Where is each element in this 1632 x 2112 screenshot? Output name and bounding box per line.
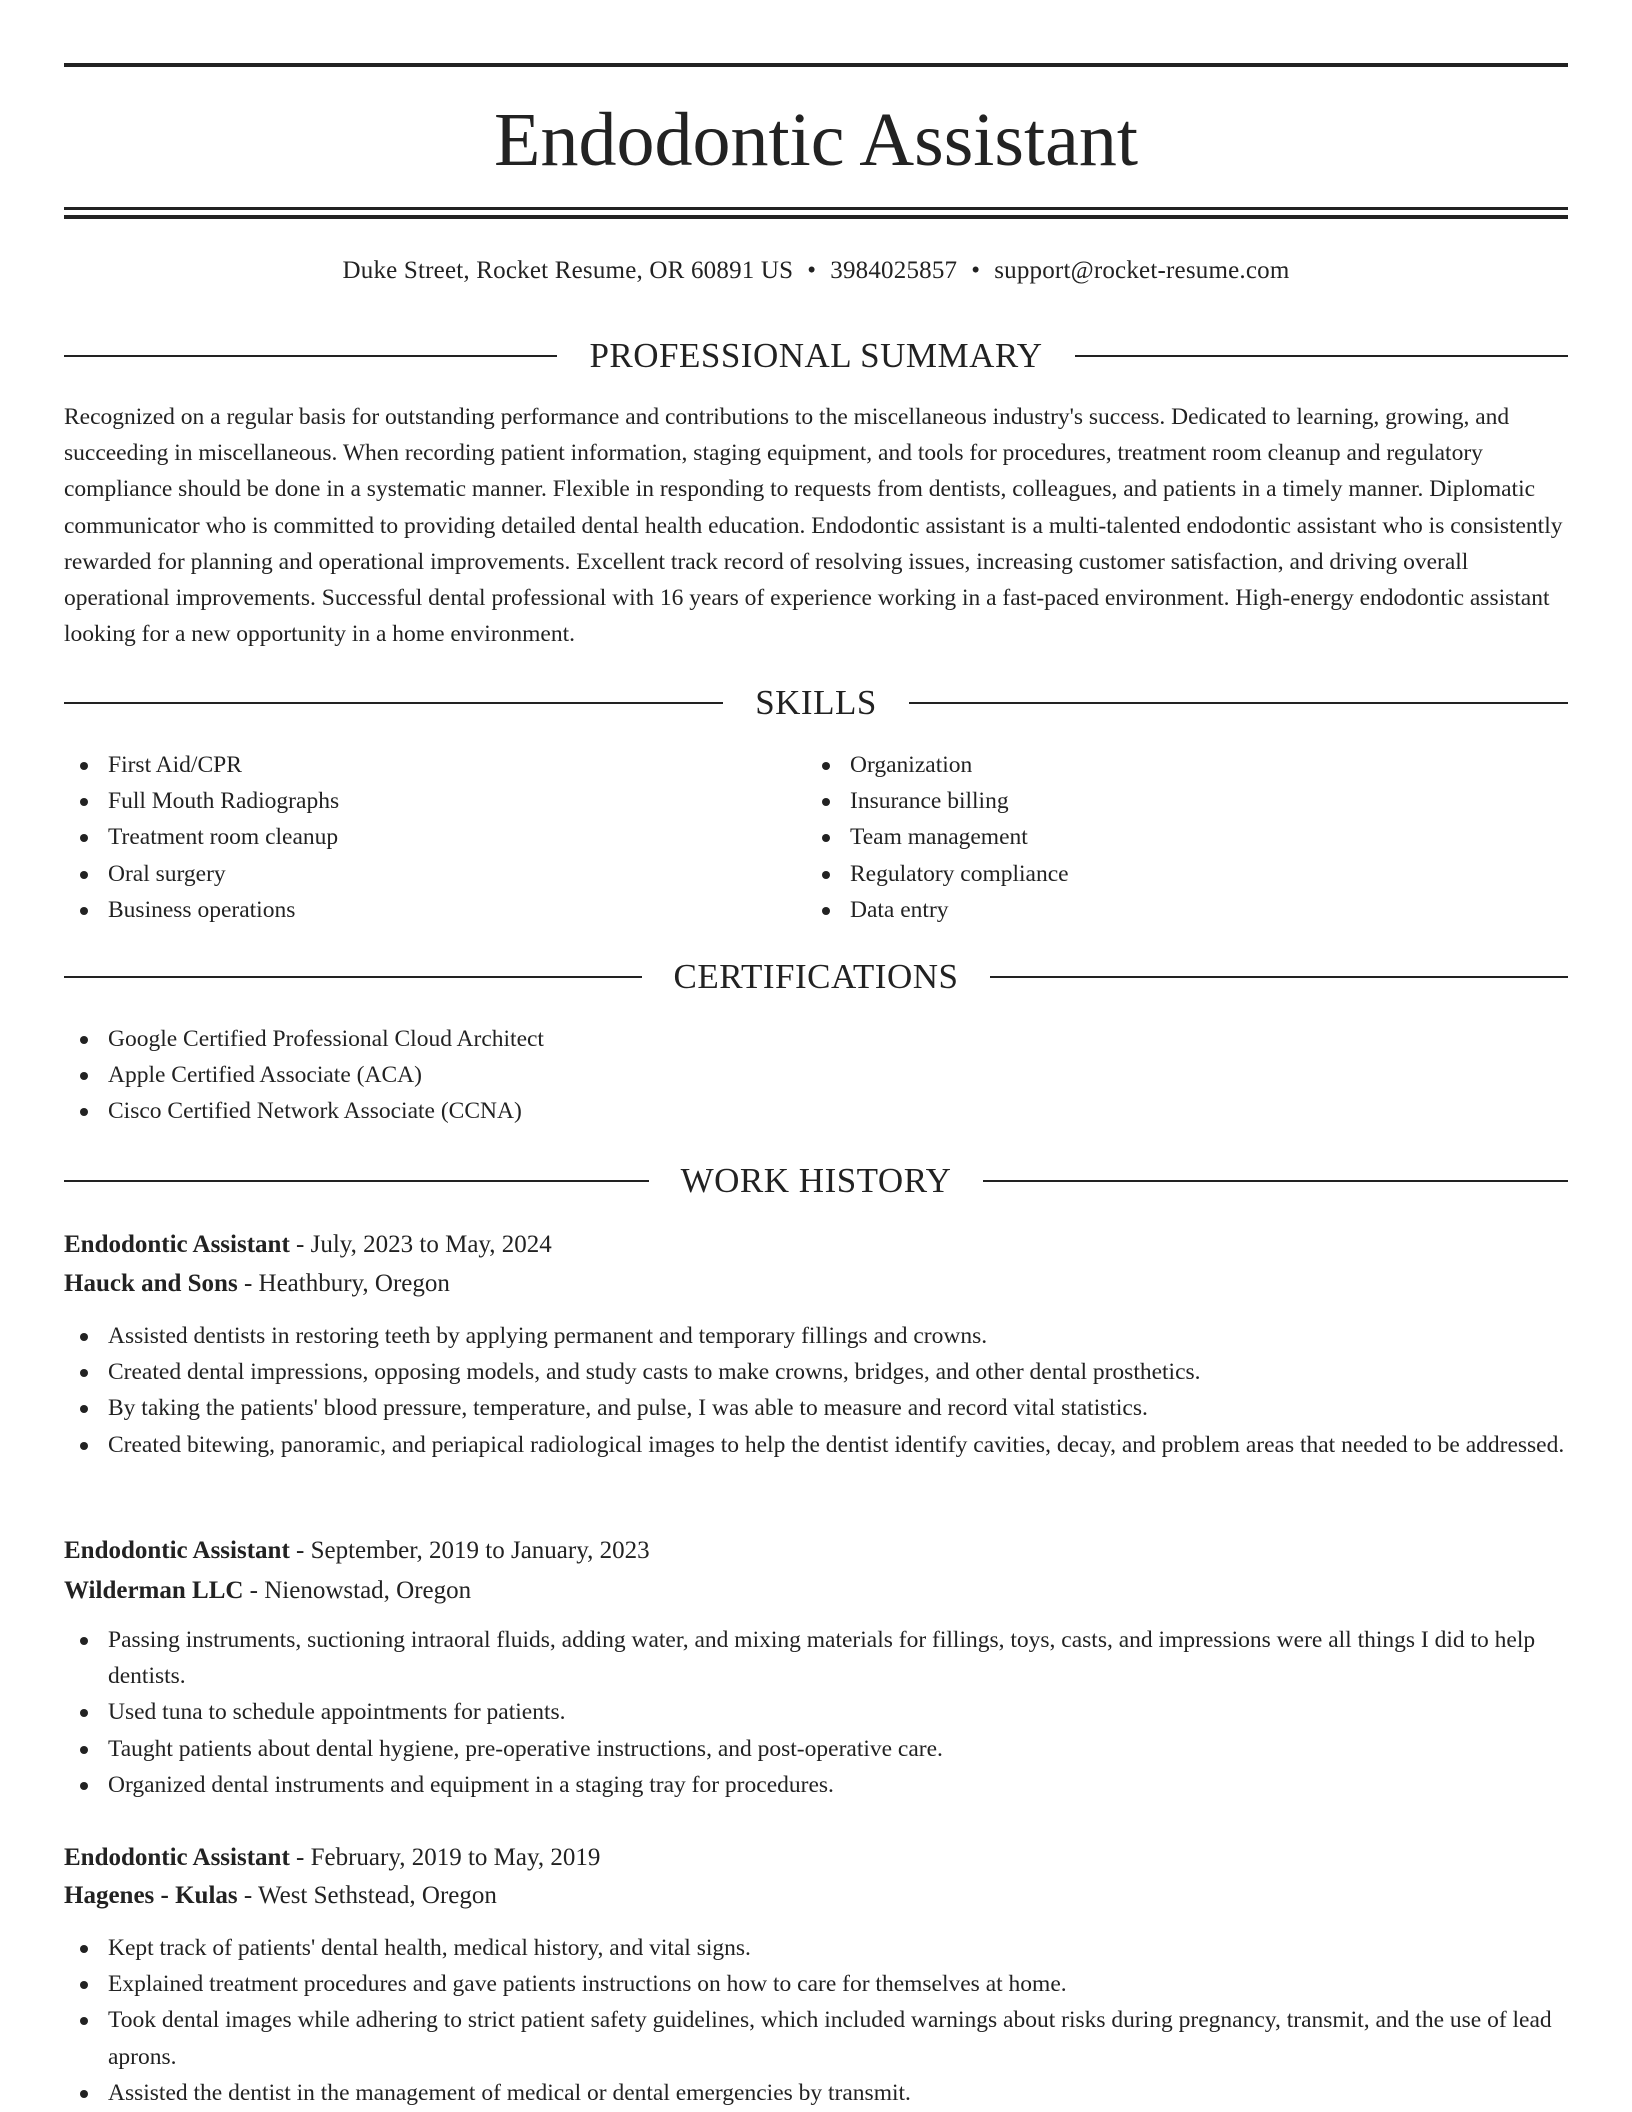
heading-rule-left xyxy=(64,976,642,978)
certification-item: Cisco Certified Network Associate (CCNA) xyxy=(64,1093,1568,1129)
contact-address: Duke Street, Rocket Resume, OR 60891 US xyxy=(342,257,794,284)
job-bullet: By taking the patients' blood pressure, temperature, and pulse, I was able to measure and record vital statistics. xyxy=(64,1390,1568,1426)
skills-list-left xyxy=(64,747,764,928)
skill-item: Team management xyxy=(806,819,1506,855)
certifications-heading xyxy=(64,955,1568,999)
summary-heading xyxy=(64,334,1568,378)
heading-rule-left xyxy=(64,1180,649,1182)
job-company-line xyxy=(64,1877,1568,1915)
job-title-line xyxy=(64,1532,1568,1570)
job-entry xyxy=(64,1839,1568,2111)
contact-email: support@rocket-resume.com xyxy=(994,257,1290,284)
job-bullet: Explained treatment procedures and gave patients instructions on how to care for themselves at home. xyxy=(64,1966,1568,2002)
skills-heading-text: SKILLS xyxy=(755,683,877,722)
skills-heading xyxy=(64,681,1568,725)
job-location: - West Sethstead, Oregon xyxy=(237,1882,497,1909)
job-title: Endodontic Assistant xyxy=(64,1844,290,1871)
certifications-heading-text: CERTIFICATIONS xyxy=(673,957,959,996)
job-company: Wilderman LLC xyxy=(64,1577,244,1604)
job-title-line xyxy=(64,1839,1568,1877)
job-company: Hagenes - Kulas xyxy=(64,1882,238,1909)
job-bullet: Organized dental instruments and equipment in a staging tray for procedures. xyxy=(64,1767,1568,1803)
job-bullet: Kept track of patients' dental health, medical history, and vital signs. xyxy=(64,1930,1568,1966)
job-entry xyxy=(64,1532,1568,1803)
title-rule-upper xyxy=(64,207,1568,210)
job-bullet: Took dental images while adhering to strict patient safety guidelines, which included warnings about risks during pregnancy, transmit, and the use of lead aprons. xyxy=(64,2002,1568,2074)
skill-item: Oral surgery xyxy=(64,856,764,892)
job-location: - Nienowstad, Oregon xyxy=(243,1577,472,1604)
skill-item: Organization xyxy=(806,747,1506,783)
job-company-line xyxy=(64,1572,1568,1610)
job-dates: - July, 2023 to May, 2024 xyxy=(289,1231,552,1258)
summary-text: Recognized on a regular basis for outstanding performance and contributions to the miscellaneous industry's success. Dedicated to learning, growing, and succeeding in miscellaneous. When recording patient information, staging equipment, and tools for procedures, treatment room cleanup and regulatory compliance should be done in a systematic manner. Flexible in responding to requests from dentists, colleagues, and patients in a timely manner. Diplomatic communicator who is committed to providing detailed dental health education. Endodontic assistant is a multi-talented endodontic assistant who is consistently rewarded for planning and operational improvements. Excellent track record of resolving issues, increasing customer satisfaction, and driving overall operational improvements. Successful dental professional with 16 years of experience working in a fast-paced environment. High-energy endodontic assistant looking for a new opportunity in a home environment. xyxy=(64,404,1563,648)
work-history-heading-text: WORK HISTORY xyxy=(680,1161,952,1200)
skills-list-right xyxy=(806,747,1506,928)
job-dates: - September, 2019 to January, 2023 xyxy=(289,1537,650,1564)
job-company-line xyxy=(64,1265,1568,1303)
work-history-heading xyxy=(64,1159,1568,1203)
contact-line xyxy=(64,254,1568,288)
certification-item: Google Certified Professional Cloud Architect xyxy=(64,1021,1568,1057)
certification-item: Apple Certified Associate (ACA) xyxy=(64,1057,1568,1093)
job-bullets xyxy=(64,1622,1568,1803)
job-company: Hauck and Sons xyxy=(64,1270,238,1297)
job-bullet: Created bitewing, panoramic, and periapical radiological images to help the dentist identify cavities, decay, and problem areas that needed to be addressed. xyxy=(64,1427,1568,1463)
job-location: - Heathbury, Oregon xyxy=(237,1270,450,1297)
contact-phone: 3984025857 xyxy=(830,257,958,284)
job-title: Endodontic Assistant xyxy=(64,1231,290,1258)
heading-rule-right xyxy=(1075,355,1568,357)
skill-item: First Aid/CPR xyxy=(64,747,764,783)
job-bullet: Passing instruments, suctioning intraoral fluids, adding water, and mixing materials for fillings, toys, casts, and impressions were all things I did to help dentists. xyxy=(64,1622,1568,1694)
heading-rule-right xyxy=(990,976,1568,978)
skill-item: Treatment room cleanup xyxy=(64,819,764,855)
job-bullet: Created dental impressions, opposing models, and study casts to make crowns, bridges, and other dental prosthetics. xyxy=(64,1354,1568,1390)
heading-rule-left xyxy=(64,355,557,357)
resume-title: Endodontic Assistant xyxy=(494,98,1138,182)
skill-item: Regulatory compliance xyxy=(806,856,1506,892)
skill-item: Business operations xyxy=(64,892,764,928)
title-rule-lower xyxy=(64,215,1568,219)
summary-heading-text: PROFESSIONAL SUMMARY xyxy=(589,336,1043,375)
certifications-list xyxy=(64,1021,1568,1130)
job-bullet: Assisted dentists in restoring teeth by applying permanent and temporary fillings and crowns. xyxy=(64,1318,1568,1354)
skill-item: Data entry xyxy=(806,892,1506,928)
heading-rule-right xyxy=(983,1180,1568,1182)
job-bullet: Assisted the dentist in the management of medical or dental emergencies by transmit. xyxy=(64,2075,1568,2111)
skill-item: Full Mouth Radiographs xyxy=(64,783,764,819)
job-title: Endodontic Assistant xyxy=(64,1537,290,1564)
job-entry xyxy=(64,1226,1568,1463)
top-rule xyxy=(64,63,1568,67)
contact-separator: • xyxy=(807,257,817,284)
skill-item: Insurance billing xyxy=(806,783,1506,819)
contact-separator: • xyxy=(971,257,981,284)
job-bullet: Taught patients about dental hygiene, pre-operative instructions, and post-operative care. xyxy=(64,1731,1568,1767)
job-title-line xyxy=(64,1226,1568,1264)
job-bullets xyxy=(64,1930,1568,2111)
heading-rule-left xyxy=(64,702,723,704)
heading-rule-right xyxy=(909,702,1568,704)
job-dates: - February, 2019 to May, 2019 xyxy=(289,1844,601,1871)
job-bullet: Used tuna to schedule appointments for patients. xyxy=(64,1694,1568,1730)
job-bullets xyxy=(64,1318,1568,1463)
